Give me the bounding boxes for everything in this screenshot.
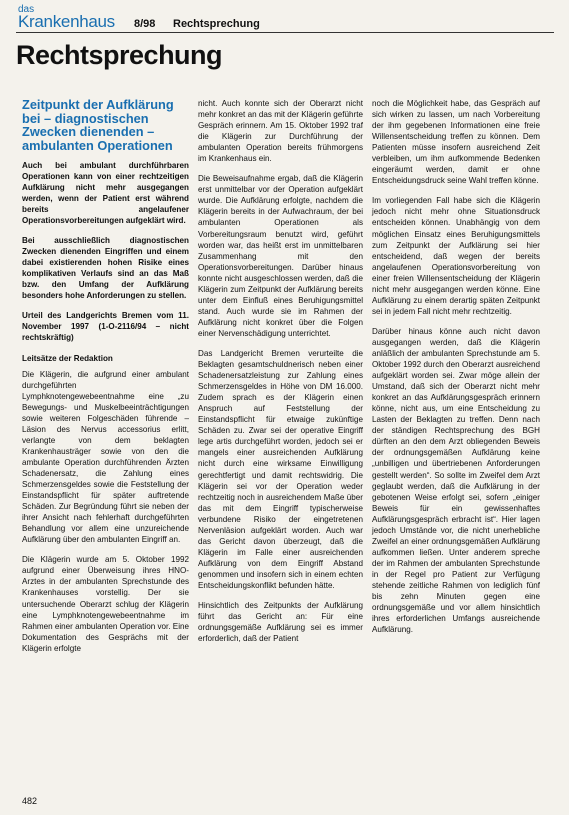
body-paragraph: Hinsichtlich des Zeitpunkts der Aufklärung führt das Gericht an: Für eine ordnungsgemäße Aufklärung sei es immer erforderlich, daß der Patient (198, 601, 363, 644)
header-rule (16, 32, 554, 33)
body-paragraph: Darüber hinaus könne auch nicht davon ausgegangen werden, daß die Klägerin anläßlich der ambulanten Sprechstunde am 5. Oktober 1992 durch den Oberarzt ausreichend aufgeklärt worden sei. Zwar möge allein der Umstand, daß sich der Oberarzt nicht mehr konkret an das Aufklärungsgespräch erinnern könne, nicht aus, um eine Entscheidung zu Lasten der Beklagten zu treffen. Denn nach der ständigen Rechtsprechung des BGH dürften an den dem Arzt obliegenden Beweis der ordnungsgemäßen Aufklärung keine „unbilligen und übertriebenen Anforderungen gestellt werden“. So sollte im Zweifel dem Arzt geglaubt werden, daß die Aufklärung in der gebotenen Weise erfolgt sei, sofern „einiger Beweis für ein gewissenhaftes Aufklärungsgespräch erbracht ist“. Hier lagen jedoch Umstände vor, die nicht unerhebliche Zweifel an einer ordnungsgemäßen Aufklärung aufkommen ließen. Unter anderem spreche der im Rahmen der ambulanten Sprechstunde in der Regel pro Patient zur Verfügung stehende zeitliche Rahmen von lediglich fünf bis zehn Minuten gegen eine ordnungsgemäße und vor allem hinsichtlich ihres erforderlichen Umfangs ausreichende Aufklärung. (372, 326, 540, 635)
column-2 (198, 98, 363, 653)
body-paragraph: noch die Möglichkeit habe, das Gespräch auf sich wirken zu lassen, um nach Vorbereitung der ihm gegebenen Informationen eine freie Willensentscheidung treffen zu können. Dem Patienten müsse insofern ausreichend Zeit verbleiben, um ihm aufkommende Bedenken eingeräumt werden, damit er ohne Entscheidungsdruck seine Wahl treffen könne. (372, 99, 540, 186)
court-citation: Urteil des Landgerichts Bremen vom 11. November 1997 (1-O-2116/94 – nicht rechtskräftig) (22, 311, 189, 343)
page-title: Rechtsprechung (16, 40, 223, 70)
article-title: Zeitpunkt der Aufklärung bei – diagnostischen Zwecken dienenden – ambulanten Operationen (22, 97, 174, 154)
lead-paragraph-2: Bei ausschließlich diagnostischen Zwecken dienenden Eingriffen und einem dabei existierenden hohen Risike eines komplikativen Verlaufs sind an das Maß bzw. den Umfang der Aufklärung besonders hohe Anforderungen zu stellen. (22, 236, 189, 301)
body-paragraph: Die Beweisaufnahme ergab, daß die Klägerin erst unmittelbar vor der Operation aufgeklärt wurde. Die Aufklärung erfolgte, nachdem die Klägerin bereits in der Aufwachraum, der bei ambulanten Operationen als Vorbereitungsraum benutzt wird, geführt worden war, das heißt erst im unmittelbaren Zusammenhang mit den Operationsvorbereitungen. Darüber hinaus konnte nicht ausgeschlossen werden, daß die Klägerin zum Zeitpunkt der Aufklärung bereits unter dem Einfluß eines Beruhigungsmittel stand. Auch wurde sie im Rahmen der Aufklärung nicht konkret über die Folgen einer Nervenschädigung unterrichtet. (198, 174, 363, 338)
page-number: 482 (22, 796, 38, 806)
magazine-logo: Krankenhaus (18, 12, 115, 31)
lead-paragraph-1: Auch bei ambulant durchführbaren Operationen kann von einer rechtzeitigen Aufklärung nicht mehr ausgegangen werden, wenn der Patient erst während bereits angelaufener Operationsvorbereitungen aufgeklärt wird. (22, 160, 189, 226)
column-3 (372, 98, 540, 644)
body-paragraph: Die Klägerin, die aufgrund einer ambulant durchgeführten Lymphknotengewebeentnahme eine „zu Bewegungs- und Muskelbeeinträchtigungen sowie weiteren Folgeschäden führende – Läsion des Nervus accessorius erlitt, verlangte von dem beklagten Krankenhausträger sowie von den die ambulante Operation durchführenden Ärzten Schadenersatz, die Zahlung eines Schmerzensgeldes sowie die Feststellung der Einstandspflicht für später auftretende Schäden. Zur Begründung führt sie neben der ihrer Ansicht nach fehlerhaft durchgeführten Behandlung vor allem eine unzureichende Aufklärung über den ambulanten Eingriff an. (22, 369, 189, 545)
section-name: Rechtsprechung (173, 18, 260, 30)
logo-prefix: das (18, 4, 35, 15)
body-paragraph: nicht. Auch konnte sich der Oberarzt nicht mehr konkret an das mit der Klägerin geführte Gespräch erinnern. Am 15. Oktober 1992 traf die Klägerin zur Durchführung der ambulanten Operation bereits frühmorgens im Krankenhaus ein. (198, 99, 363, 164)
body-paragraph: Im vorliegenden Fall habe sich die Klägerin jedoch nicht mehr ohne Situationsdruck entscheiden können. Unabhängig von dem möglichen Einsatz eines Beruhigungsmittels zum Zeitpunkt der Aufklärung sei hier entscheidend, daß wegen der bereits angelaufenen Operationsvorbereitung von einer freien Willensentscheidung der Klägerin nicht mehr ausgegangen werden könne. Eine Aufklärung zu einem derartig späten Zeitpunkt sei in jedem Fall nicht mehr rechtzeitig. (372, 196, 540, 316)
page-header (16, 4, 556, 34)
body-paragraph: Die Klägerin wurde am 5. Oktober 1992 aufgrund einer Überweisung ihres HNO-Arztes in der ambulanten Sprechstunde des Krankenhauses vorstellig. Der sie untersuchende Oberarzt schlug der Klägerin eine Lymphknotengewebeentnahme im Rahmen einer ambulanten Operation vor. Eine Dokumentation des Gesprächs mit der Klägerin erfolgte (22, 555, 189, 653)
column-1 (22, 98, 189, 663)
issue-number: 8/98 (134, 18, 156, 30)
body-paragraph: Das Landgericht Bremen verurteilte die Beklagten gesamtschuldnerisch neben einer Schadenersatzleistung zur Zahlung eines Schmerzensgeldes in Höhe von DM 16.000. Zudem sprach es der Klägerin einen Anspruch auf Feststellung der Einstandspflicht für etwaige zukünftige Schäden zu. Zwar sei der operative Eingriff lege artis durchgeführt worden, jedoch sei er mangels einer ausreichenden Aufklärung nicht durch eine wirksame Einwilligung gerechtfertigt und damit rechtswidrig. Die Klägerin sei vor der Operation weder rechtzeitig noch in ausreichendem Maße über das mit dem Eingriff typischerweise verbundene Risiko der eingetretenen Nervenläsion aufgeklärt worden. Auch war das Gericht davon überzeugt, daß die Klägerin im Falle einer ausreichenden Aufklärung von dem Eingriff Abstand genommen und insofern sich in einem echten Entscheidungskonflikt befunden hätte. (198, 348, 363, 590)
editorial-note: Leitsätze der Redaktion (22, 353, 113, 363)
